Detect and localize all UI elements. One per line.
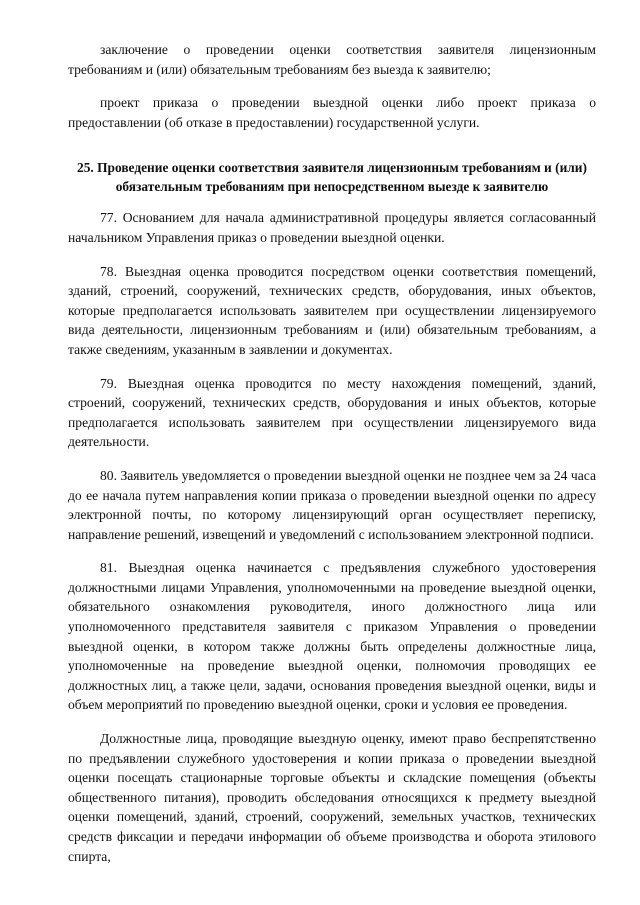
- paragraph-79: 79. Выездная оценка проводится по месту нахождения помещений, зданий, строений, сооружений, технических средств, оборудования и иных объектов, которые предполагается использовать заявителем при осуществлении лицензируемого вида деятельности.: [68, 375, 596, 450]
- paragraph-77: 77. Основанием для начала административной процедуры является согласованный начальником Управления приказ о проведении выездной оценки.: [68, 210, 596, 245]
- section-heading: 25. Проведение оценки соответствия заявителя лицензионным требованиям и (или) обязательным требованиям при непосредственном выезде к заявителю: [77, 160, 587, 195]
- paragraph-draft-order: проект приказа о проведении выездной оценки либо проект приказа о предоставлении (об отказе в предоставлении) государственной услуги.: [68, 95, 596, 130]
- paragraph-80: 80. Заявитель уведомляется о проведении выездной оценки не позднее чем за 24 часа до ее начала путем направления копии приказа о проведении выездной оценки по адресу электронной почты, по которому лицензирующий орган осуществляет переписку, направление решений, извещений и уведомлений с использованием электронной подписи.: [68, 467, 596, 542]
- document-page: [68, 40, 596, 880]
- paragraph-officials-rights: Должностные лица, проводящие выездную оценку, имеют право беспрепятственно по предъявлении служебного удостоверения и копии приказа о проведении выездной оценки посещать стационарные торговые объекты и складские помещения (объекты общественного питания), проводить обследования относящихся к предмету выездной оценки помещений, зданий, строений, сооружений, земельных участков, технических средств фиксации и передачи информации об объеме производства и оборота этилового спирта,: [68, 731, 596, 864]
- paragraph-81: 81. Выездная оценка начинается с предъявления служебного удостоверения должностными лицами Управления, уполномоченными на проведение выездной оценки, обязательного ознакомления руководителя, иного должностного лица или уполномоченного представителя заявителя с приказом Управления о проведении выездной оценки, в котором также должны быть определены должностные лица, уполномоченные на проведение выездной оценки, полномочия проводящих ее должностных лиц, а также цели, задачи, основания проведения выездной оценки, виды и объем мероприятий по проведению выездной оценки, сроки и условия ее проведения.: [68, 560, 596, 713]
- paragraph-conclusion: заключение о проведении оценки соответствия заявителя лицензионным требованиям и (или) обязательным требованиям без выезда к заявителю;: [68, 42, 596, 77]
- paragraph-78: 78. Выездная оценка проводится посредством оценки соответствия помещений, зданий, строений, сооружений, технических средств, оборудования, иных объектов, которые предполагается использовать заявителем при осуществлении лицензируемого вида деятельности, лицензионным требованиям и (или) обязательным требованиям, а также сведениям, указанным в заявлении и документах.: [68, 263, 596, 357]
